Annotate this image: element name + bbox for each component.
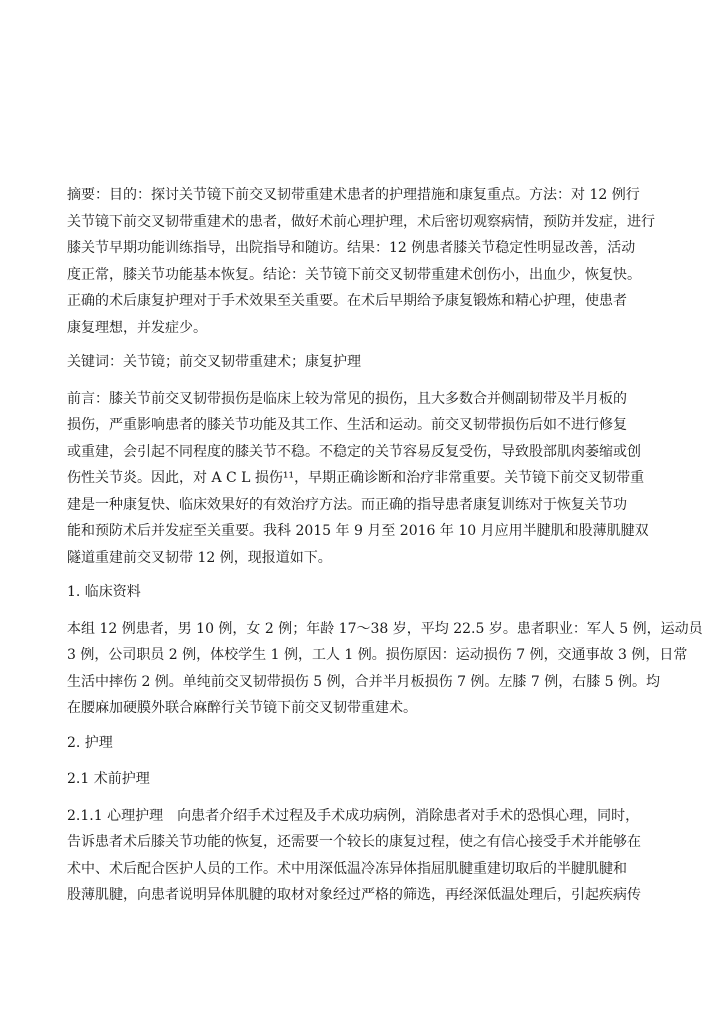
preface-line: 隧道重建前交叉韧带 12 例，现报道如下。 (67, 549, 332, 566)
psych-line: 2.1.1 心理护理 向患者介绍手术过程及手术成功病例，消除患者对手术的恐惧心理，同时， (67, 807, 640, 824)
keywords-line (67, 349, 657, 376)
section-title: 2. 护理 (67, 734, 113, 751)
section-title: 1. 临床资料 (67, 584, 141, 600)
subsection-title: 2.1 术前护理 (67, 771, 150, 787)
abstract-line: 康复理想，并发症少。 (67, 319, 207, 336)
abstract-line: 正确的术后康复护理对于手术效果至关重要。在术后早期给予康复锻炼和精心护理，使患者 (67, 293, 627, 309)
preface-line: 前言：膝关节前交叉韧带损伤是临床上较为常见的损伤，且大多数合并侧副韧带及半月板的 (67, 390, 627, 407)
section-heading-clinical-data (67, 579, 657, 606)
keywords-text: 关键词：关节镜；前交叉韧带重建术；康复护理 (67, 354, 361, 370)
abstract-line: 度正常，膝关节功能基本恢复。结论：关节镜下前交叉韧带重建术创伤小，出血少，恢复快。 (67, 266, 641, 283)
clinical-data-paragraph (67, 616, 703, 722)
abstract-line: 膝关节早期功能训练指导，出院指导和随访。结果：12 例患者膝关节稳定性明显改善，活动 (67, 240, 636, 256)
clinical-line: 3 例，公司职员 2 例，体校学生 1 例，工人 1 例。损伤原因：运动损伤 7 例，交通事故 3 例，日常 (67, 647, 688, 663)
section-heading-nursing (67, 730, 657, 757)
abstract-line: 摘要：目的：探讨关节镜下前交叉韧带重建术患者的护理措施和康复重点。方法：对 12 例行 (67, 187, 640, 203)
abstract-line: 关节镜下前交叉韧带重建术的患者，做好术前心理护理，术后密切观察病情，预防并发症，进行 (67, 213, 655, 230)
preface-paragraph (67, 386, 657, 572)
psych-line: 告诉患者术后膝关节功能的恢复，还需要一个较长的康复过程，使之有信心接受手术并能够在 (67, 834, 641, 850)
psych-nursing-paragraph (67, 803, 657, 909)
preface-line: 建是一种康复快、临床效果好的有效治疗方法。而正确的指导患者康复训练对于恢复关节功 (67, 496, 627, 513)
abstract-paragraph (67, 182, 657, 341)
preface-line: 或重建，会引起不同程度的膝关节不稳。不稳定的关节容易反复受伤，导致股部肌肉萎缩或创 (67, 443, 641, 460)
clinical-line: 本组 12 例患者，男 10 例，女 2 例；年龄 17～38 岁，平均 22.5 岁。患者职业：军人 5 例，运动员 (67, 620, 703, 637)
clinical-line: 在腰麻加硬膜外联合麻醉行关节镜下前交叉韧带重建术。 (67, 700, 417, 716)
psych-line: 股薄肌腱，向患者说明异体肌腱的取材对象经过严格的筛选，再经深低温处理后，引起疾病传 (67, 887, 641, 903)
psych-line: 术中、术后配合医护人员的工作。术中用深低温冷冻异体指屈肌腱重建切取后的半腱肌腱和 (67, 860, 627, 877)
subsection-heading-preop (67, 766, 657, 793)
preface-line: 损伤，严重影响患者的膝关节功能及其工作、生活和运动。前交叉韧带损伤后如不进行修复 (67, 417, 627, 433)
preface-line: 伤性关节炎。因此，对 A C L 损伤¹¹，早期正确诊断和治疗非常重要。关节镜下前交叉韧带重 (67, 470, 645, 486)
clinical-line: 生活中摔伤 2 例。单纯前交叉韧带损伤 5 例，合并半月板损伤 7 例。左膝 7 例，右膝 5 例。均 (67, 673, 661, 690)
document-page (67, 182, 703, 917)
preface-line: 能和预防术后并发症至关重要。我科 2015 年 9 月至 2016 年 10 月应用半腱肌和股薄肌腱双 (67, 523, 649, 539)
